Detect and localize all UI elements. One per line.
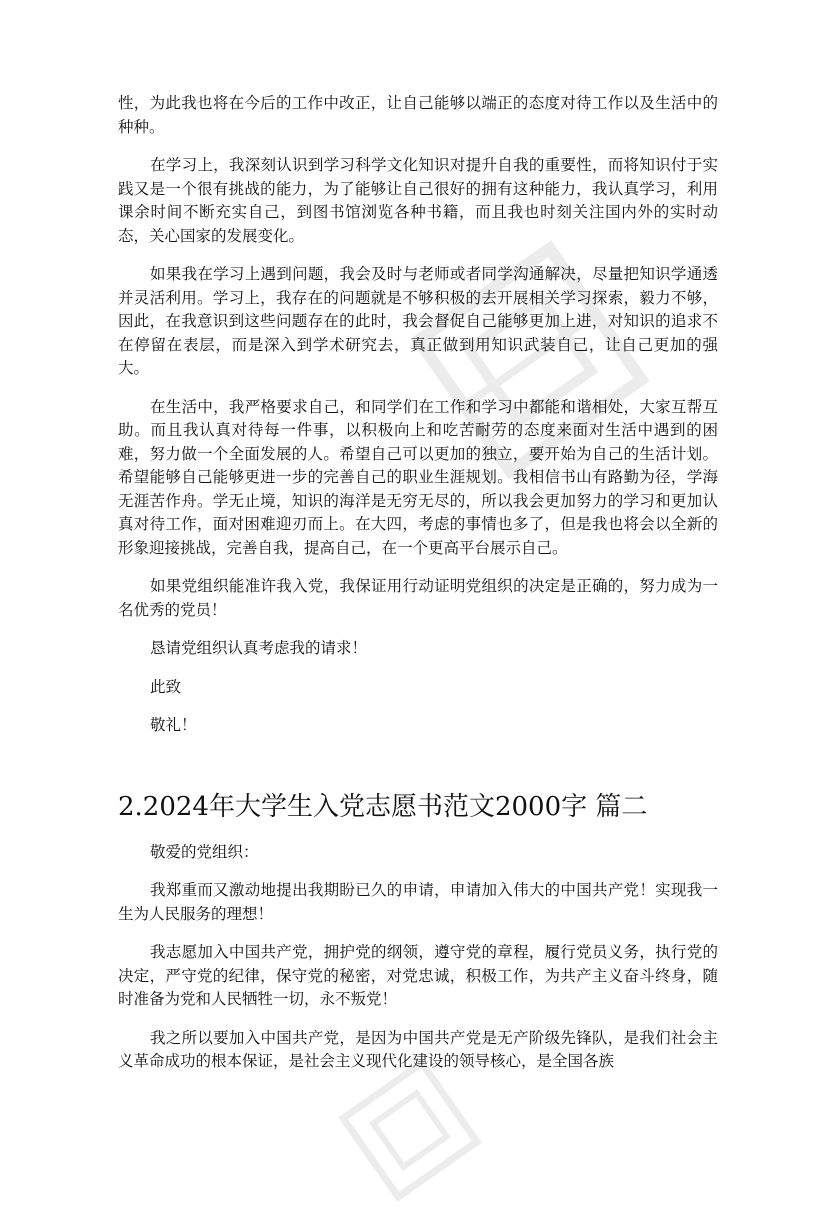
paragraph-oath: 我志愿加入中国共产党，拥护党的纲领，遵守党的章程，履行党员义务，执行党的决定，严守党的纪律，保守党的秘密，对党忠诚，积极工作，为共产主义奋斗终身，随时准备为党和人民牺牲一切，永不叛党！ [118,943,718,1008]
paragraph-request: 恳请党组织认真考虑我的请求！ [150,639,368,657]
paragraph-reason: 我之所以要加入中国共产党，是因为中国共产党是无产阶级先锋队，是我们社会主义革命成功的根本保证，是社会主义现代化建设的领导核心，是全国各族 [118,1028,718,1070]
closing-salutation: 此致 [150,677,182,696]
document-body [118,92,718,1089]
letter-greeting: 敬爱的党组织： [150,842,259,861]
closing-regards: 敬礼！ [150,716,197,734]
paragraph-study-problems: 如果我在学习上遇到问题，我会及时与老师或者同学沟通解决，尽量把知识学通透并灵活利用。学习上，我存在的问题就是不够积极的去开展相关学习探索，毅力不够，因此，在我意识到这些问题存在的此时，我会督促自己能够更加上进，对知识的追求不在停留在表层，而是深入到学术研究去，真正做到用知识武装自己，让自己更加的强大。 [118,265,718,377]
paragraph-pledge: 如果党组织能准许我入党，我保证用行动证明党组织的决定是正确的，努力成为一名优秀的党员！ [118,577,718,619]
section-heading: 2.2024年大学生入党志愿书范文2000字 篇二 [118,791,648,822]
paragraph-study: 在学习上，我深刻认识到学习科学文化知识对提升自我的重要性，而将知识付于实践又是一个很有挑战的能力，为了能够让自己很好的拥有这种能力，我认真学习，利用课余时间不断充实自己，到图书馆浏览各种书籍，而且我也时刻关注国内外的实时动态，关心国家的发展变化。 [118,156,718,245]
paragraph-life: 在生活中，我严格要求自己，和同学们在工作和学习中都能和谐相处，大家互帮互助。而且我认真对待每一件事，以积极向上和吃苦耐劳的态度来面对生活中遇到的困难，努力做一个全面发展的人。希望自己可以更加的独立，要开始为自己的生活计划。希望能够自己能够更进一步的完善自己的职业生涯规划。我相信书山有路勤为径，学海无涯苦作舟。学无止境，知识的海洋是无穷无尽的，所以我会更加努力的学习和更加认真对待工作，面对困难迎刃而上。在大四，考虑的事情也多了，但是我也将会以全新的形象迎接挑战，完善自我，提高自己，在一个更高平台展示自己。 [118,397,718,557]
paragraph-application: 我郑重而又激动地提出我期盼已久的申请，申请加入伟大的中国共产党！实现我一生为人民服务的理想！ [118,881,718,923]
paragraph-continuation: 性，为此我也将在今后的工作中改正，让自己能够以端正的态度对待工作以及生活中的种种。 [118,94,718,136]
